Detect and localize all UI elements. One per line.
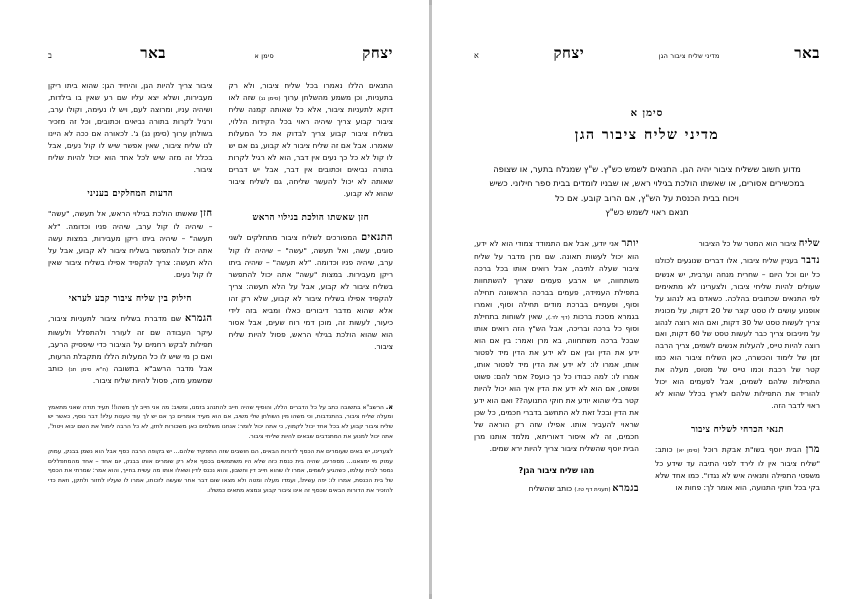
paragraph bbox=[474, 236, 639, 455]
left-page-column-right bbox=[229, 80, 394, 392]
paragraph-text: הבית יוסף בשו"ת אבקת רוכל bbox=[699, 445, 806, 455]
paragraph bbox=[48, 311, 213, 386]
paragraph-text: בעניין שליח ציבור, אלו דברים שנוגעים לכולנו כל יום וכל היום – שחרית מנחה וערבית, יש אנשים שעולים להיות שליחי ציבור, ולצערינו לא מתאימים לפי התנאים שכתובים בהלכה. כשאדם בא לנהוג על אופנוע עושים לו טסט קצר של 20 דקות, על מכונית צריך לעשות טסט של 30 דקות, ואם הוא רוצה לנהוג על מיניבוס צריך כבר לעשות טסט של 60 דקות, ואם רוצה להיות טייס, להעלות אנשים לשמים, צריך הרבה זמן של לימוד והכשרה, כאן השליח ציבור הוא כמו קטר של רכבת וכמו טייס של מטוס, מעלה את התפילות שלהם לשמים, אבל לפעמים הוא יכול להוריד את התפילות שלהם לארץ בכלל שהוא לא ראוי לדבר הזה. bbox=[655, 256, 821, 411]
footnote-text: הרשב"א בתשובה כתב על כל הדברים הללו, והוסיף שהיה חייב להתנהג בזמנו, ומשיב: מה אני חייב לך משהו!! תעיד תודה שאני מתאמץ ומעלה שליח ציבור, בהתנדבות, וכי משהו מין השולחן שלי משיב, אם הוא מעיד אומרים כך אם יש לך עוד טענות עליו! דבר נוסף, כאשר יש שליח ציבור קבוע לא בכל אחד יכול לקמוץ, כי אתה יכול לומר: אנחנו משלמים כאן משכורות לחזן, לא כל הרבה לימול את השם יבוא ויטול', אתה יכול למנוע את המתנדבים שבאים להיות שליחי ציבור. bbox=[48, 404, 393, 440]
left-page-folio-number: ב bbox=[48, 51, 52, 60]
paragraph-lead-word: בגמרא bbox=[612, 482, 639, 494]
section-heading: הדעות המחלקים בעניני bbox=[87, 188, 174, 199]
right-page-running-head bbox=[474, 44, 820, 64]
paragraph-lead-word: מרן bbox=[805, 444, 820, 456]
paragraph-lead-word: יותר bbox=[621, 237, 639, 249]
siman-summary-last-line: תנאם ראוי לשמש כש"ץ bbox=[605, 207, 689, 218]
question-heading: מהו שליח ציבור הגן? bbox=[518, 465, 595, 475]
paragraph-text: התנאים הללו נאמרו בכל שליח ציבור, ולא רק בתעניות, וכן משמע מהשלחן ערוך bbox=[228, 81, 393, 102]
left-page-running-head bbox=[48, 44, 393, 64]
right-page-folio-number: א bbox=[474, 51, 479, 60]
running-head-right-word: באר bbox=[794, 44, 820, 62]
source-citation: (ח"א סימן תנ) bbox=[68, 366, 109, 373]
footnote-marker: א. bbox=[385, 402, 393, 411]
section-heading: חילוק בין שליח ציבור קבע לעראי bbox=[68, 294, 192, 305]
running-head-left-word: יצחק bbox=[553, 44, 585, 62]
source-citation: (סימן יא) bbox=[676, 448, 700, 455]
right-page-column-left bbox=[474, 236, 639, 502]
left-page-columns bbox=[48, 80, 393, 392]
source-citation: (סימן נג) bbox=[258, 95, 281, 102]
siman-title-block bbox=[474, 108, 820, 144]
paragraph-text: שם מדברת בשליח ציבור לתעניות ציבור, עיקר העבודה שם זה לעורר ולהתפלל ולעשות תפילות לבקש רחמים על הציבור כדי שיפסיק הרעב, ואם כן מי שיש לו כל המעלות הללו מתקבלת הרעות, אבל מדבר הרשב"א בתשובה bbox=[48, 314, 213, 373]
running-head-siman-label: סימן א bbox=[254, 52, 274, 60]
right-page-columns bbox=[474, 236, 820, 502]
siman-summary-text: מדוע חשוב ששליח ציבור יהיה הגן. התנאים לשמש כש"ץ. ש"ץ שמגלח בתער, או שצופה במכשירים אסורים, או שאשתו הולכת בגילוי ראש, או שבניו לומדים בבית ספר חילוני. כשיש ויכוח בבית הכנסת על הש"ץ, אם הרוב קובע. אם כל bbox=[489, 164, 805, 203]
paragraph bbox=[655, 442, 820, 493]
section-heading: תנאי הכרחי לשליח ציבור bbox=[690, 425, 785, 436]
paragraph-text: אני יודע, אבל אם התמודד צמודי הוא לא ידע, הוא יכול לעשות תאונה. שם מרן מדבר על שליח ציבור שעלה לתיבה, אבל רואים אותו בכל ברכה משתחווה, יש ארבע פעמים שצריך להשתחוות בתפילת העמידה, פעמים בברכה הראשונה תחילה וסוף, ופעמיים בברכת מודים תחילה וסוף, ואמרו בגמרא מסכת ברכות bbox=[474, 238, 639, 322]
footnote-item bbox=[48, 402, 393, 443]
footnote-item bbox=[48, 448, 393, 497]
paragraph bbox=[655, 236, 820, 251]
paragraph bbox=[229, 80, 394, 200]
paragraph-text-cont: כותב שמשמע מזה, פסול להיות שליח ציבור. bbox=[48, 363, 213, 385]
paragraph bbox=[655, 253, 820, 412]
paragraph-text-cont: כותב שהשליח bbox=[528, 483, 575, 493]
siman-number: סימן א bbox=[630, 108, 664, 119]
paragraph-lead-word: חזן bbox=[200, 207, 213, 219]
paragraph-text-cont: , שאין לשוחות בתחילת וסוף כל ברכה ובריכה, אבל הש"ץ הזה רואים אותו שבכל ברכה משתחווה, בא מרן ואמר: בין אם הוא ידע את הדין ובין אם לא ידע את הדין מיד לפטור אותו, אמרו לו: לא ידע את הדין מיד לפטור אותו, אמרו לו: למה כבודו כל כך כועס? אמר להם: פשוט ופשוט, אם הוא לא ידע את הדין איך הוא יכול להיות קטר בלי שהוא יודע את חוקי התנועה?? ואם הוא ידע את הדין ובכל זאת לא התחשב בדברי חכמים, כל שכן שראוי להעביר אותו. אפילו שזה רק הוראה של חכמים, זה לא איסור דאוריתא, מלמד אותנו מרן הבית יוסף שהשליח ציבור צריך להיות ירא שמים. bbox=[474, 312, 639, 453]
siman-title: מדיני שליח ציבור הגן bbox=[574, 127, 720, 143]
paragraph-lead-word: נדבר bbox=[801, 255, 820, 267]
paragraph-text: המפורכים לשליח ציבור מתחלקים לשני סוגים, עשה, ואל תעשה, "עשה" – שיהיה לו קול ערב, שיהיה פניו וכדומה. "לא תעשה" – שיהיה ביתו ריקן מעבירות. במצות "עשה" אתה יכול להתפשר בשליח ציבור לא קבוע, אבל על הלא תעשה: צריך להקפיד אפילו בשליח ציבור לא קבוע, שלא רק זהו אלא שהוא מדבר דיבורים כאלו ומביא בזה לידי כיעור, לעשות זה, מוכן דמי רוח שעים, אבל אסור הוא שהוא הולכת בגילוי הראש, פסול להיות שליח ציבור. bbox=[228, 232, 393, 352]
left-page-column-left bbox=[48, 80, 213, 392]
left-page bbox=[0, 0, 429, 599]
footnote-block bbox=[48, 402, 393, 497]
source-citation: (תענית דף טז.) bbox=[574, 486, 613, 493]
right-page-column-right bbox=[655, 236, 820, 502]
paragraph bbox=[229, 230, 394, 353]
paragraph-lead-word: שליח bbox=[798, 237, 820, 249]
paragraph-text: ציבור הוא המטר של כל הציבור bbox=[698, 238, 799, 248]
paragraph-text-cont: כותב: "שליח ציבור אין לו לירד לפני התיבה עד שידע כל משפטי התפילה ותנאיה איש לא נגדו". כמו אחד שלא בקי בכל חוקי התנועה, הוא אומר לך: פחות או bbox=[655, 445, 820, 492]
footnote-text: לצערינו, יש באים שעומרים את הכסף לדורות הבאים, הם חושבים שזה התפקיד שלהם... יש בקופה הרבה כסף אבל הוא נשמן בבנק, עמוק עמוק מי ימצאנו... מספרים, שהיה בית כנסת כזה שלא היו משתמשים בכסף אלא רק שומרים אותו בבנק, יום אחד – אחד מהמתפללים נמסר לבית עולמו, כשהגיע לשמים, אמרו לו שהוא חייב דין וחשבון, והוא נכנס לדין ושאלו אותו מה עשית בחייך, והוא אמר: שמרתי את הכסף של בית הכנסת, אמרו לו: יפה עשית!, ועמדו מעלה ומטה ולא מצאו שום דבר אחר שעשה לזכותו, אמרו לו שעליו לחזור ולתקן, וזאת כדי להזכיר את הדורות הבאים שכסף זה אינו ציבור קבוע ונמצא מתאים כמשלו. bbox=[48, 448, 393, 494]
paragraph-lead-word: הגמרא bbox=[185, 313, 213, 325]
right-page bbox=[432, 0, 862, 599]
paragraph-text: שאשתו הולכת בגילוי הראש, אל תעשה, "עשה" – שיהיה לו קול ערב, שיהיה פניו וכדומה. "לא תעשה" – שיהיה ביתו ריקן מעבירות, במצות עשה אתה יכול להתפשר בשליח ציבור לא קבוע, אבל על הלא תעשה: צריך להקפיד אפילו בשליח ציבור שאין לו קול נעים. bbox=[48, 208, 213, 280]
running-head-siman-label: מדיני שליח ציבור הגן bbox=[658, 52, 720, 60]
paragraph bbox=[48, 80, 213, 176]
running-head-left-word: באר bbox=[140, 44, 167, 62]
section-heading: חזן שאשתו הולכת בגילוי הראש bbox=[252, 212, 370, 223]
paragraph-lead-word: התנאים bbox=[361, 231, 393, 243]
paragraph bbox=[48, 206, 213, 281]
paragraph bbox=[474, 481, 639, 496]
siman-summary bbox=[474, 162, 820, 220]
source-citation: (דף לד.) bbox=[548, 315, 570, 322]
paragraph-text-cont: שזה לאו דוקא לתעניות ציבור, אלא כל שאותה קמנה שליח ציבור קבוע צריך שיהיה ראוי בכל הקידות הללוי, בשליח ציבור קבוע צריך לבדוק את כל המעלות שאמרו. אבל אם זה שליח ציבור לא קבוע, גם אם יש לו קול לא כל כך נעים אין דבר, הוא לא רגיל לקרות בתורה נביאים וכתובים אין דבר, אבל יש דברים שאותה לא יכול להעשר שליחה, גם לשליח ציבור שהוא לא קבוע. bbox=[228, 92, 393, 198]
running-head-right-word: יצחק bbox=[362, 44, 393, 62]
paragraph-text: ציבור צריך להיות הגן, והיחיד הגן: שהוא ביתו ריקן מעבירות, ושלא יצא עליו שם רע שאין בו בילדות, ושיהיה עניו, ומרוצה לעם, ויש לו נעימה, וקולו ערב, ורגיל לקרות בתורה נביאים וכתובים, וכל זה מזכיר בשולחן ערוך (סימן נג) ג'. לכאורה אם ככה לא היינו לנו שליח ציבור, שאין אפשר שיש לו קול נעים, אבל בכלל זה מזה שיש לכל אחד הוא יכול להיות שליח ציבור. bbox=[48, 81, 213, 174]
